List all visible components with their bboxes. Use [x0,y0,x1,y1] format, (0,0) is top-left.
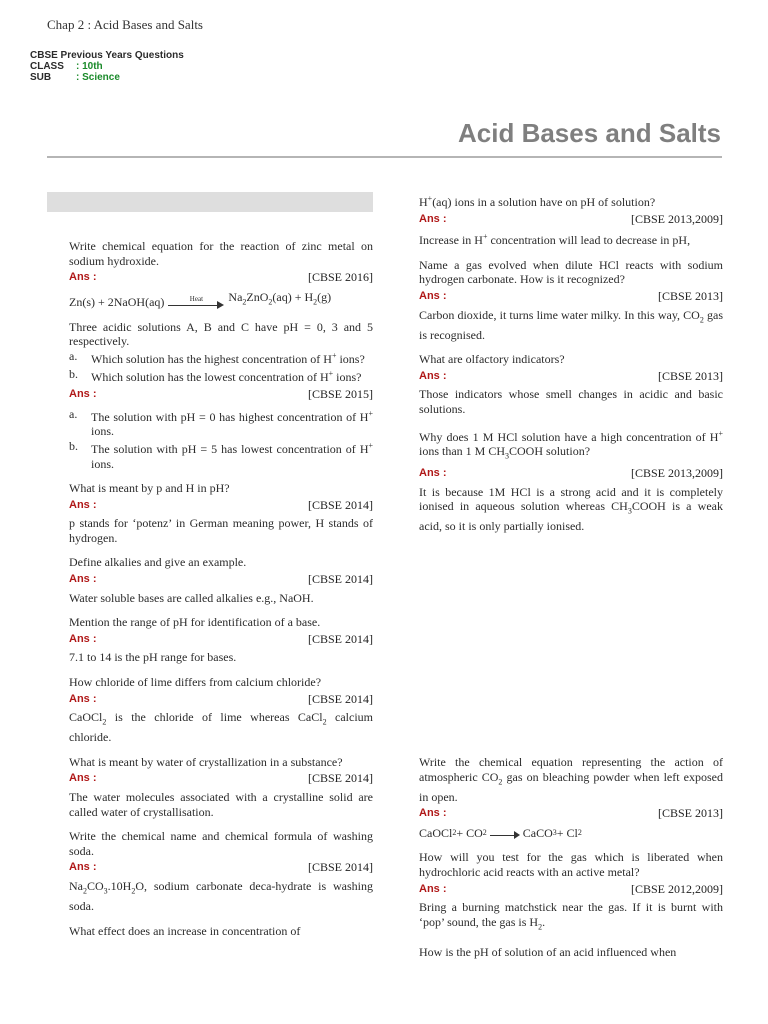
class-value: : 10th [76,61,103,72]
exam-ref: [CBSE 2016] [307,270,373,285]
answer-text: Increase in H+ concentration will lead to decrease in pH, [419,232,691,248]
question: What effect does an increase in concentration of [69,923,301,938]
answer-row: Ans : [CBSE 2013] [419,806,723,821]
answer-text: Water soluble bases are called alkalies e.g., NaOH. [69,590,314,605]
question: Write chemical equation for the reaction of zinc metal on sodium hydroxide. [69,239,373,268]
question: How chloride of lime differs from calcium chloride? [69,675,322,690]
list-item: a. The solution with pH = 0 has highest concentration of H+ ions. [69,406,373,439]
answer-row: Ans : [CBSE 2013] [419,368,723,383]
answer-text: Carbon dioxide, it turns lime water milky. In this way, $CO_2$ gas is recognised. [419,307,724,342]
question: What are olfactory indicators? [419,352,565,367]
answer-text: The water molecules associated with a crystalline solid are called water of crystallisation. [69,790,373,819]
list-item: b. Which solution has the lowest concentration of H+ ions? [69,366,362,384]
answer-text: p stands for ‘potenz’ in German meaning power, H stands of hydrogen. [69,516,373,545]
question: How will you test for the gas which is liberated when hydrochloric acid reacts with an active metal? [419,850,723,879]
question: Three acidic solutions A, B and C have pH = 0, 3 and 5 respectively. [69,319,373,349]
answer-text: It is because 1M HCl is a strong acid and it is completely ionised in aqueous solution whereas $CH_3COOH$ is a weak acid, so it is only partially ionised. [419,484,723,534]
answer-row: Ans : [CBSE 2014] [69,771,373,786]
chemical-equation [69,290,373,310]
left-column [69,239,373,938]
question: How is the pH of solution of an acid influenced when [419,944,677,959]
answer-row: Ans : [CBSE 2014] [69,572,373,587]
answer-text: Bring a burning matchstick near the gas. If it is burnt with ‘pop’ sound, the gas is $H_2$. [419,900,723,932]
page-title: Acid Bases and Salts [458,118,721,148]
sub-key: SUB [30,72,52,83]
answer-row: Ans : [CBSE 2014] [69,631,373,646]
eq-lhs: Zn(s) + 2NaOH(aq) [69,295,165,310]
answer-row: Ans : [CBSE 2014] [69,691,373,706]
answer-row: Ans : [CBSE 2015] [69,387,373,402]
eq-rhs: $Na_2ZnO_2(aq) + H_2(g)$ [228,289,332,307]
ans-label: Ans : [69,271,97,284]
heat-arrow-icon [168,294,224,310]
chemical-equation: CaOCl 2 + CO 2 CaCO 3 + Cl 2 [419,825,582,840]
question: H+(aq) ions in a solution have on pH of solution? [419,194,656,209]
section-bar [47,192,373,212]
class-row [30,61,103,73]
question: Write the chemical equation representing the action of atmospheric $CO_2$ gas on bleaching powder when left exposed in open. [419,755,723,804]
answer-row: Ans : [CBSE 2013,2009] [419,466,723,481]
sub-row [30,72,120,84]
answer-row: Ans : [CBSE 2012,2009] [419,881,723,896]
answer-row: Ans : [CBSE 2014] [69,860,373,875]
answer-row [69,270,373,285]
answer-text: CaOCl$_2$ is the chloride of lime whereas CaCl$_2$ calcium chloride. [69,710,373,745]
answer-row: Ans : [CBSE 2014] [69,497,373,512]
question: Mention the range of pH for identification of a base. [69,615,321,630]
arrow-label: Heat [189,294,204,303]
answer-row: Ans : [CBSE 2013,2009] [419,211,723,226]
list-item: a. Which solution has the highest concentration of H+ ions? [69,348,365,366]
question: What is meant by p and H in pH? [69,481,230,496]
sub-value: : Science [76,72,120,83]
answer-row: Ans : [CBSE 2013] [419,288,723,303]
reaction-arrow-icon [490,830,520,840]
answer-text: Those indicators whose smell changes in acidic and basic solutions. [419,387,723,416]
question: Write the chemical name and chemical formula of washing soda. [69,829,373,858]
right-column-top [419,192,723,534]
chapter-header: Chap 2 : Acid Bases and Salts [47,17,203,32]
list-item: b. The solution with pH = 5 has lowest concentration of H+ ions. [69,438,373,471]
title-divider [47,156,722,158]
class-key: CLASS [30,61,64,72]
question: Name a gas evolved when dilute HCl reacts with sodium hydrogen carbonate. How is it recognized? [419,257,723,287]
question: Why does 1 M HCl solution have a high concentration of H+ ions than 1 M $CH_3COOH$ solution? [419,428,723,461]
answer-text: $Na_2CO_3.10H_2O$, sodium carbonate deca-hydrate is washing soda. [69,878,373,913]
source-label: CBSE Previous Years Questions [30,50,184,61]
question: What is meant by water of crystallization in a substance? [69,754,343,769]
answer-text: 7.1 to 14 is the pH range for bases. [69,650,237,665]
question: Define alkalies and give an example. [69,555,247,570]
right-column-bottom [419,755,723,959]
